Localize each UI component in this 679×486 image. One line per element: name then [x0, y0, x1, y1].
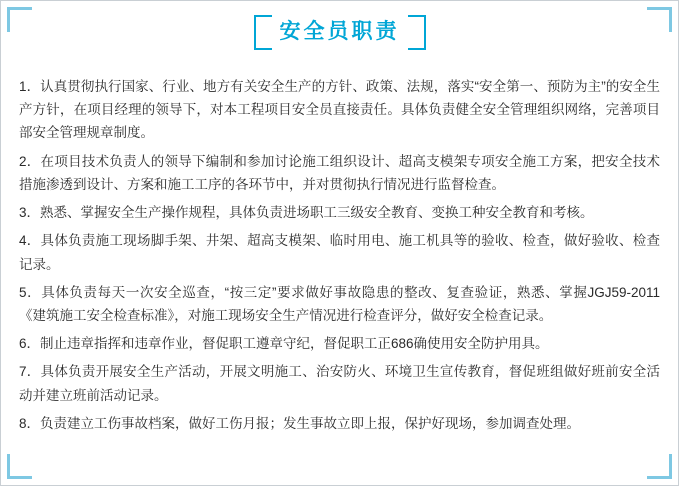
paragraph-8: 8．负责建立工伤事故档案，做好工伤月报；发生事故立即上报，保护好现场，参加调查处理。	[19, 415, 581, 431]
paragraph-1: 1．认真贯彻执行国家、行业、地方有关安全生产的方针、政策、法规，落实“安全第一、预防为主”的安全生产方针，在项目经理的领导下，对本工程项目安全员直接责任。具体负责健全安全管理组织网络，完善项目部安全管理规章制度。	[19, 79, 660, 141]
document-title-wrap	[1, 15, 678, 50]
paragraph-7: 7．具体负责开展安全生产活动，开展文明施工、治安防火、环境卫生宣传教育，督促班组做好班前安全活动并建立班前活动记录。	[19, 364, 660, 403]
page-title-text: 安全员职责	[279, 20, 400, 43]
corner-bracket-bottom-right-icon	[647, 454, 672, 479]
paragraph-2: 2．在项目技术负责人的领导下编制和参加讨论施工组织设计、超高支模架专项安全施工方案，把安全技术措施渗透到设计、方案和施工工序的各环节中，并对贯彻执行情况进行监督检查。	[19, 153, 660, 192]
page-title	[254, 15, 426, 50]
paragraph-5: 5．具体负责每天一次安全巡查，“按三定”要求做好事故隐患的整改、复查验证，熟悉、掌握JGJ59-2011《建筑施工安全检查标准》，对施工现场安全生产情况进行检查评分，做好安全检查记录。	[19, 284, 660, 323]
paragraph-6: 6．制止违章指挥和违章作业，督促职工遵章守纪，督促职工正686确使用安全防护用具。	[19, 336, 549, 352]
paragraph-3: 3．熟悉、掌握安全生产操作规程，具体负责进场职工三级安全教育、变换工种安全教育和考核。	[19, 205, 594, 221]
title-bracket-left-bottom-icon	[254, 30, 272, 50]
corner-bracket-bottom-left-icon	[7, 454, 32, 479]
paragraph-4: 4．具体负责施工现场脚手架、井架、超高支模架、临时用电、施工机具等的验收、检查，做好验收、检查记录。	[19, 233, 660, 272]
title-bracket-right-bottom-icon	[408, 30, 426, 50]
document-body	[19, 75, 660, 435]
